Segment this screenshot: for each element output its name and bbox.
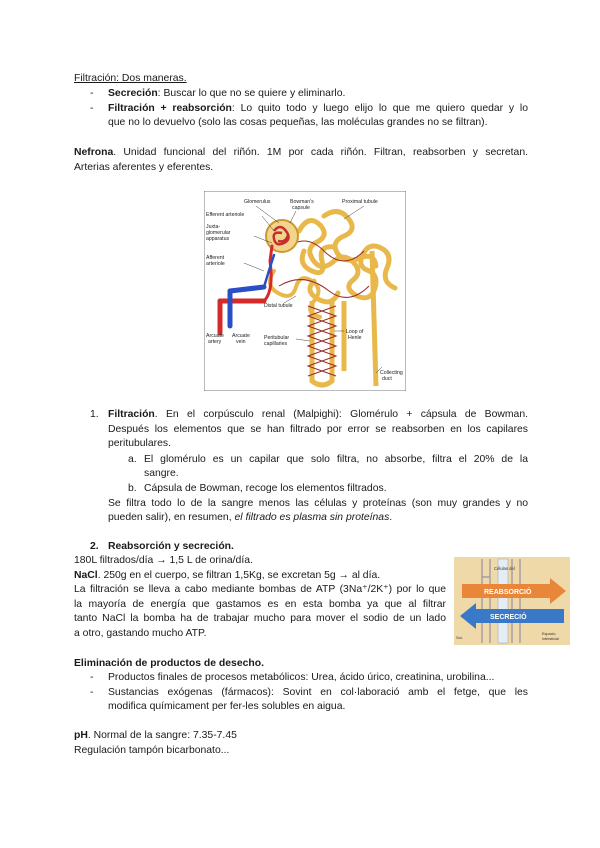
section-title: Reabsorción y secreción. <box>108 541 234 552</box>
section-number: 1. <box>90 409 99 420</box>
label-loop2: Henle <box>348 335 362 341</box>
section1-line2: Después los elementos que se han filtrado por error se reabsorben en los capilares <box>108 423 528 435</box>
dash-bullet: - <box>90 102 94 114</box>
filtracion-heading: Filtración: Dos maneras. <box>74 73 187 84</box>
sub-letter: a. <box>128 453 137 465</box>
label-juxta2: glomerular <box>206 230 231 236</box>
dash-bullet: - <box>90 88 94 99</box>
item-text: : Buscar lo que no se quiere y eliminarlo. <box>157 88 346 99</box>
section2-body <box>74 554 446 642</box>
p-line2-italic: el filtrado es plasma sin proteínas <box>234 512 390 524</box>
sub-b-line1: Cápsula de Bowman, recoge los elementos filtrados. <box>144 482 387 494</box>
item-bold: Filtración + reabsorción <box>108 102 232 114</box>
label-juxta1: Juxta- <box>206 224 221 230</box>
ph-text: . Normal de la sangre: 7.35-7.45 <box>87 730 237 741</box>
reabsorcio-label: REABSORCIÓ <box>484 589 532 596</box>
dash-bullet: - <box>90 686 94 698</box>
section-filtracion <box>90 408 528 526</box>
sub-item-b <box>128 482 528 497</box>
section1-line3: peritubulares. <box>108 438 171 450</box>
section-number: 2. <box>90 541 99 552</box>
item-text: Sustancias exógenas (fármacos): Sovint en col·laboració amb el fetge, que les <box>108 686 528 698</box>
sub-letter: b. <box>128 482 137 494</box>
label-glomerulus: Glomerulus <box>244 199 271 205</box>
ph-line2: Regulación tampón bicarbonato... <box>74 744 230 756</box>
nefrona-line1: . Unidad funcional del riñón. 1M por cada riñón. Filtran, reabsorben y secretan. <box>113 147 528 158</box>
section1-line1: . En el corpúsculo renal (Malpighi): Glomérulo + cápsula de Bowman. <box>154 409 528 420</box>
list-item <box>90 686 528 715</box>
nefrona-line2: Arterias aferentes y eferentes. <box>74 161 214 173</box>
section-title: Filtración <box>108 409 155 420</box>
list-item <box>90 671 528 686</box>
item-text-cont: que no lo devuelvo (solo las cosas pequeñas, las moléculas grandes no se filtran). <box>108 117 488 129</box>
dash-bullet: - <box>90 672 94 683</box>
label-loop1: Loop of <box>346 329 364 335</box>
ph-term: pH <box>74 730 88 741</box>
label-efferent: Efferent arteriole <box>206 212 245 218</box>
top-label: Células del <box>494 566 515 571</box>
secrecio-label: SECRECIÓ <box>490 614 527 621</box>
label-arcuate-vein1: Arcuate <box>232 333 250 339</box>
left-label: Sol. <box>456 635 463 640</box>
section1-p-line1: Se filtra todo lo de la sangre menos las células y proteínas (son muy grandes y no <box>108 497 528 509</box>
sub-a-line1: El glomérulo es un capilar que solo filtra, no absorbe, filtra el 20% de la <box>144 453 528 465</box>
label-arcuate-artery1: Arcuate <box>206 333 224 339</box>
nefrona-paragraph <box>74 146 528 175</box>
filtrados-line: 180L filtrados/día → 1,5 L de orina/día. <box>74 555 253 566</box>
list-item <box>90 102 528 131</box>
item-text: : Lo quito todo y luego elijo lo que me quiero quedar y lo <box>231 102 528 114</box>
p-line: La filtración se lleva a cabo mediante bombas de ATP (3Na⁺/2K⁺) por lo que <box>74 584 446 596</box>
eliminacion-list <box>90 671 528 715</box>
label-proximal: Proximal tubule <box>342 199 378 205</box>
item-text-cont: modifica químicament per fer-les solubles en aigua. <box>108 701 346 713</box>
transport-figure <box>454 557 570 645</box>
label-peritubular1: Peritubular <box>264 335 290 341</box>
label-distal: Distal tubule <box>264 303 293 309</box>
label-collecting2: duct <box>382 376 392 382</box>
nephron-illustration <box>204 191 406 391</box>
nefrona-term: Nefrona <box>74 147 114 158</box>
right-label2: intersticial <box>542 637 559 641</box>
sub-a-line2: sangre. <box>144 468 179 480</box>
list-item <box>90 87 528 102</box>
item-bold: Secreción <box>108 88 158 99</box>
section1-p-line2 <box>108 511 528 526</box>
eliminacion-title: Eliminación de productos de desecho. <box>74 658 264 669</box>
label-peritubular2: capillaries <box>264 341 288 347</box>
item-text: Productos finales de procesos metabólicos: Urea, ácido úrico, creatinina, urobilina... <box>108 672 495 683</box>
nacl-text: . 250g en el cuerpo, se filtran 1,5Kg, se excretan 5g → al día. <box>97 569 381 581</box>
filtracion-list <box>90 87 528 131</box>
label-collecting1: Collecting <box>380 370 403 376</box>
ph-block <box>74 729 237 758</box>
eliminacion-heading <box>74 657 264 672</box>
vessel <box>498 559 508 643</box>
sub-item-a <box>128 453 528 482</box>
label-afferent1: Afferent <box>206 255 225 261</box>
label-bowmans1: Bowman's <box>290 199 314 205</box>
label-juxta3: apparatus <box>206 236 230 242</box>
p-line: tanto NaCl la bomba ha de trabajar mucho para mover el sodio de un lado <box>74 613 446 625</box>
p-line: a otro, gastando mucho ATP. <box>74 627 207 639</box>
nacl-line <box>74 569 446 584</box>
p-line2-a: pueden salir), en resumen, <box>108 512 235 524</box>
label-arcuate-artery2: artery <box>208 339 222 345</box>
label-afferent2: arteriole <box>206 261 225 267</box>
right-label1: Espacio <box>542 632 556 636</box>
nephron-diagram <box>204 191 406 391</box>
label-bowmans2: capsule <box>292 205 310 211</box>
section-reabsorcion-heading <box>90 540 234 555</box>
p-line2-b: . <box>389 512 393 524</box>
label-arcuate-vein2: vein <box>236 339 246 345</box>
p-line: la mayoría de energía que gastamos es en esta bomba ya que al filtrar <box>74 598 446 610</box>
nacl-term: NaCl <box>74 569 98 581</box>
transport-illustration <box>454 557 570 645</box>
